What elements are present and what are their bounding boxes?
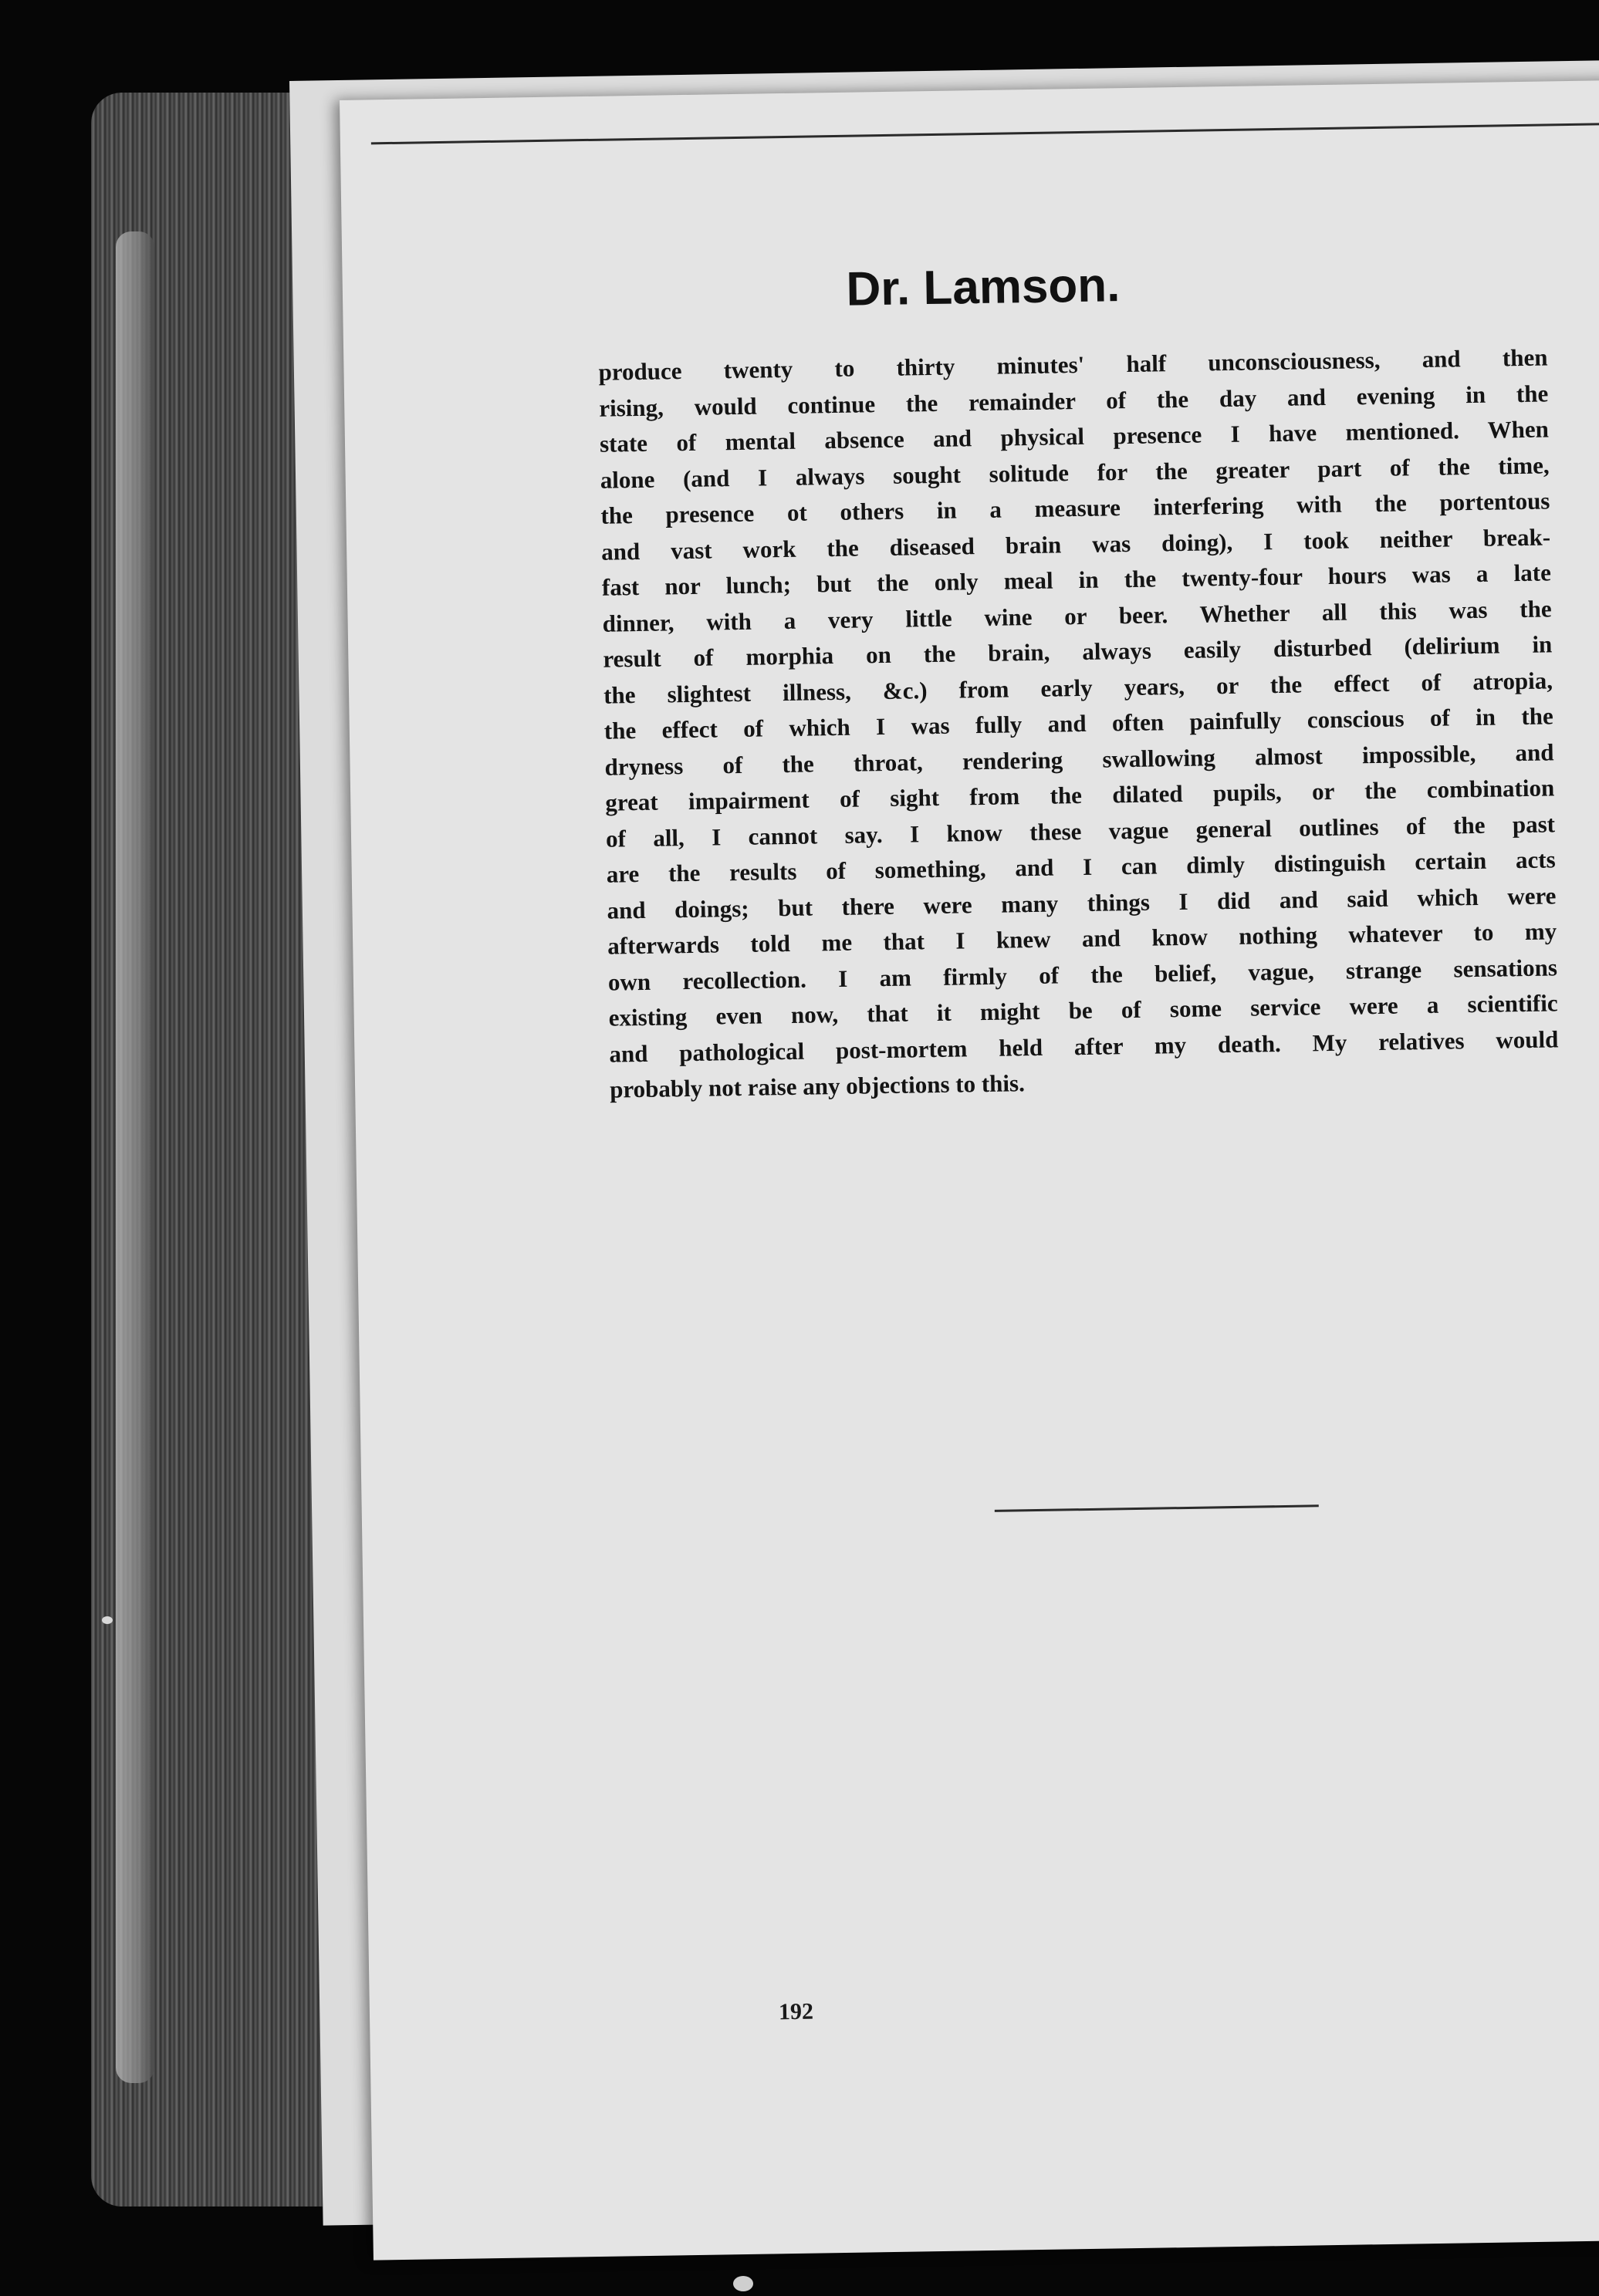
scan-dust-speck [733, 2276, 753, 2291]
body-text [598, 339, 1559, 1108]
text-line: alone (and I always sought solitude for the greater part of the time, [600, 451, 1550, 494]
text-line: dinner, with a very little wine or beer. Whether all this was the [602, 594, 1552, 637]
text-line: the slightest illness, &c.) from early years, or the effect of atropia, [603, 666, 1553, 709]
printed-page [340, 80, 1599, 2261]
text-line: and doings; but there were many things I did and said which were [607, 881, 1557, 924]
text-line: fast nor lunch; but the only meal in the twenty-four hours was a late [601, 559, 1552, 601]
text-line: are the results of something, and I can dimly distinguish certain acts [606, 846, 1556, 888]
text-line: rising, would continue the remainder of the day and evening in the [599, 379, 1549, 422]
section-divider-rule [995, 1504, 1319, 1512]
text-line: existing even now, that it might be of some service were a scientific [608, 989, 1558, 1032]
text-line: the presence ot others in a measure interfering with the portentous [600, 487, 1550, 529]
text-line: result of morphia on the brain, always easily disturbed (delirium in [603, 630, 1553, 673]
scan-dust-speck [102, 1616, 113, 1624]
text-line: afterwards told me that I knew and know nothing whatever to my [607, 917, 1557, 960]
text-line: great impairment of sight from the dilated pupils, or the combination [605, 774, 1555, 816]
page-number: 192 [778, 1998, 814, 2025]
text-line: state of mental absence and physical presence I have mentioned. When [599, 415, 1550, 458]
running-title: Dr. Lamson. [845, 258, 1121, 316]
book-page-edges-highlight [116, 231, 154, 2083]
text-line: and vast work the diseased brain was doing), I took neither break- [600, 522, 1551, 566]
text-line: and pathological post-mortem held after my death. My relatives would [609, 1025, 1559, 1068]
text-line: the effect of which I was fully and often painfully conscious of in the [603, 702, 1554, 745]
text-line: own recollection. I am firmly of the belief, vague, strange sensations [607, 953, 1558, 996]
text-line: of all, I cannot say. I know these vague general outlines of the past [605, 809, 1556, 853]
text-line: probably not raise any objections to this. [609, 1069, 1026, 1103]
top-page-edge-line [371, 123, 1599, 144]
text-line: produce twenty to thirty minutes' half unconsciousness, and then [598, 343, 1548, 386]
text-line: dryness of the throat, rendering swallowing almost impossible, and [604, 738, 1554, 781]
